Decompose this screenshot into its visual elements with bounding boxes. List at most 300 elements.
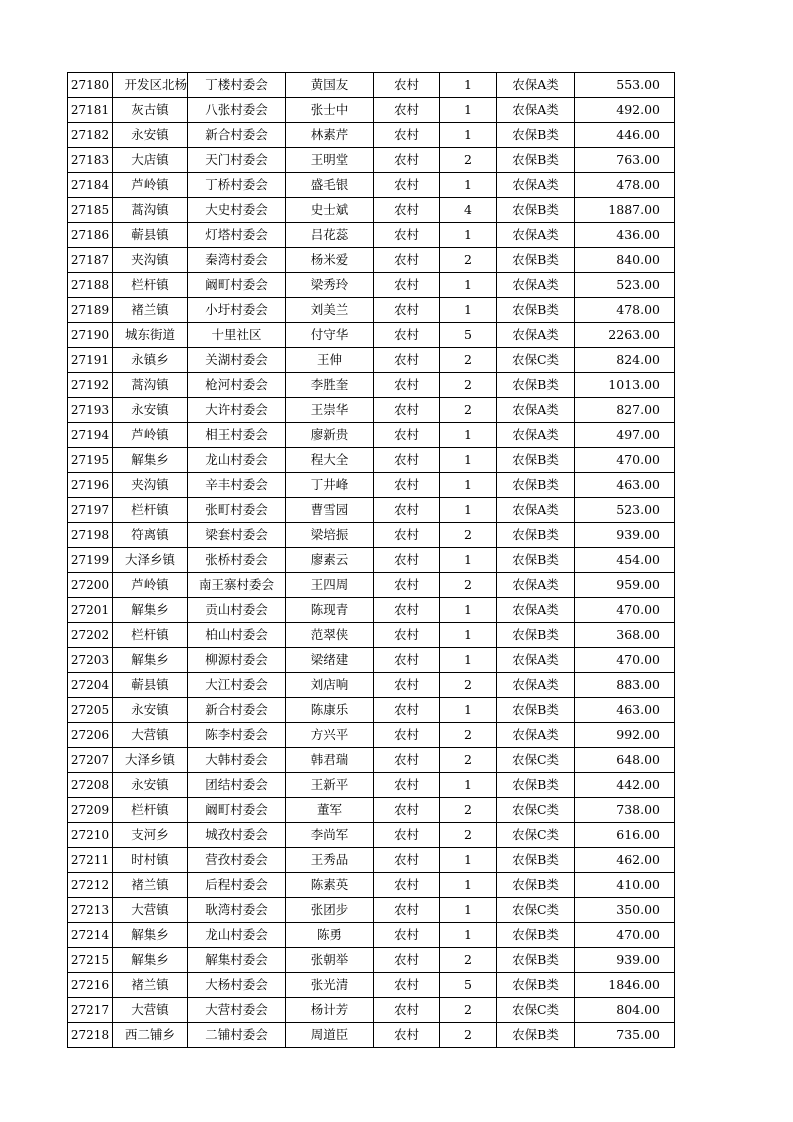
insurance-class-cell: 农保B类 [497,148,575,173]
area-type-cell: 农村 [374,748,440,773]
area-type-cell: 农村 [374,473,440,498]
table-row [68,248,675,273]
insurance-class-cell: 农保B类 [497,698,575,723]
record-id-cell: 27216 [68,973,113,998]
insurance-class-cell: 农保A类 [497,598,575,623]
township-cell: 蕲县镇 [113,673,188,698]
amount-cell: 478.00 [575,173,675,198]
amount-cell: 350.00 [575,898,675,923]
insurance-class-cell: 农保B类 [497,123,575,148]
record-id-cell: 27203 [68,648,113,673]
table-row [68,973,675,998]
area-type-cell: 农村 [374,898,440,923]
insurance-class-cell: 农保C类 [497,898,575,923]
household-count-cell: 2 [440,998,497,1023]
village-cell: 二铺村委会 [188,1023,286,1048]
person-name-cell: 梁绪建 [286,648,374,673]
table-row [68,298,675,323]
person-name-cell: 曹雪园 [286,498,374,523]
table-row [68,573,675,598]
table-row [68,348,675,373]
person-name-cell: 廖素云 [286,548,374,573]
person-name-cell: 盛毛银 [286,173,374,198]
table-row [68,873,675,898]
person-name-cell: 王新平 [286,773,374,798]
record-id-cell: 27187 [68,248,113,273]
insurance-class-cell: 农保C类 [497,348,575,373]
area-type-cell: 农村 [374,148,440,173]
village-cell: 新合村委会 [188,123,286,148]
table-row [68,223,675,248]
village-cell: 十里社区 [188,323,286,348]
insurance-class-cell: 农保A类 [497,573,575,598]
household-count-cell: 2 [440,573,497,598]
township-cell: 大泽乡镇 [113,748,188,773]
village-cell: 大江村委会 [188,673,286,698]
record-id-cell: 27185 [68,198,113,223]
village-cell: 阚町村委会 [188,798,286,823]
village-cell: 耿湾村委会 [188,898,286,923]
person-name-cell: 王伸 [286,348,374,373]
area-type-cell: 农村 [374,673,440,698]
person-name-cell: 陈现青 [286,598,374,623]
area-type-cell: 农村 [374,873,440,898]
township-cell: 永安镇 [113,398,188,423]
record-id-cell: 27210 [68,823,113,848]
village-cell: 后程村委会 [188,873,286,898]
insurance-class-cell: 农保B类 [497,923,575,948]
household-count-cell: 1 [440,423,497,448]
records-table [67,72,675,1048]
amount-cell: 939.00 [575,523,675,548]
table-row [68,323,675,348]
township-cell: 符离镇 [113,523,188,548]
person-name-cell: 林素芹 [286,123,374,148]
area-type-cell: 农村 [374,123,440,148]
village-cell: 辛丰村委会 [188,473,286,498]
amount-cell: 883.00 [575,673,675,698]
person-name-cell: 董军 [286,798,374,823]
table-row [68,1023,675,1048]
amount-cell: 648.00 [575,748,675,773]
insurance-class-cell: 农保A类 [497,223,575,248]
insurance-class-cell: 农保B类 [497,848,575,873]
table-row [68,548,675,573]
record-id-cell: 27195 [68,448,113,473]
household-count-cell: 1 [440,298,497,323]
record-id-cell: 27208 [68,773,113,798]
household-count-cell: 1 [440,898,497,923]
person-name-cell: 付守华 [286,323,374,348]
table-row [68,273,675,298]
village-cell: 柳源村委会 [188,648,286,673]
table-row [68,198,675,223]
record-id-cell: 27205 [68,698,113,723]
township-cell: 永安镇 [113,773,188,798]
household-count-cell: 1 [440,473,497,498]
township-cell: 大店镇 [113,148,188,173]
township-cell: 栏杆镇 [113,623,188,648]
area-type-cell: 农村 [374,198,440,223]
household-count-cell: 5 [440,323,497,348]
amount-cell: 1013.00 [575,373,675,398]
table-row [68,723,675,748]
table-row [68,398,675,423]
amount-cell: 959.00 [575,573,675,598]
amount-cell: 2263.00 [575,323,675,348]
table-row [68,123,675,148]
insurance-class-cell: 农保B类 [497,248,575,273]
amount-cell: 824.00 [575,348,675,373]
table-row [68,523,675,548]
table-row [68,448,675,473]
person-name-cell: 韩君瑞 [286,748,374,773]
area-type-cell: 农村 [374,223,440,248]
record-id-cell: 27194 [68,423,113,448]
township-cell: 蒿沟镇 [113,198,188,223]
area-type-cell: 农村 [374,723,440,748]
area-type-cell: 农村 [374,298,440,323]
amount-cell: 463.00 [575,698,675,723]
amount-cell: 442.00 [575,773,675,798]
insurance-class-cell: 农保B类 [497,973,575,998]
township-cell: 开发区北杨 [113,73,188,98]
person-name-cell: 张朝举 [286,948,374,973]
area-type-cell: 农村 [374,998,440,1023]
record-id-cell: 27204 [68,673,113,698]
record-id-cell: 27201 [68,598,113,623]
record-id-cell: 27211 [68,848,113,873]
insurance-class-cell: 农保C类 [497,998,575,1023]
insurance-class-cell: 农保B类 [497,948,575,973]
household-count-cell: 1 [440,548,497,573]
village-cell: 小圩村委会 [188,298,286,323]
township-cell: 时村镇 [113,848,188,873]
insurance-class-cell: 农保B类 [497,298,575,323]
table-row [68,498,675,523]
table-row [68,773,675,798]
record-id-cell: 27213 [68,898,113,923]
village-cell: 大韩村委会 [188,748,286,773]
household-count-cell: 1 [440,123,497,148]
amount-cell: 470.00 [575,648,675,673]
household-count-cell: 2 [440,798,497,823]
household-count-cell: 2 [440,723,497,748]
insurance-class-cell: 农保A类 [497,423,575,448]
village-cell: 龙山村委会 [188,448,286,473]
household-count-cell: 1 [440,98,497,123]
household-count-cell: 1 [440,648,497,673]
record-id-cell: 27181 [68,98,113,123]
record-id-cell: 27206 [68,723,113,748]
insurance-class-cell: 农保B类 [497,373,575,398]
amount-cell: 478.00 [575,298,675,323]
area-type-cell: 农村 [374,948,440,973]
person-name-cell: 王秀品 [286,848,374,873]
area-type-cell: 农村 [374,423,440,448]
insurance-class-cell: 农保A类 [497,673,575,698]
amount-cell: 462.00 [575,848,675,873]
village-cell: 灯塔村委会 [188,223,286,248]
table-row [68,473,675,498]
area-type-cell: 农村 [374,348,440,373]
table-row [68,848,675,873]
township-cell: 芦岭镇 [113,573,188,598]
person-name-cell: 李尚军 [286,823,374,848]
table-row [68,998,675,1023]
township-cell: 解集乡 [113,923,188,948]
insurance-class-cell: 农保C类 [497,748,575,773]
household-count-cell: 1 [440,923,497,948]
amount-cell: 616.00 [575,823,675,848]
area-type-cell: 农村 [374,1023,440,1048]
amount-cell: 368.00 [575,623,675,648]
person-name-cell: 陈素英 [286,873,374,898]
insurance-class-cell: 农保A类 [497,323,575,348]
person-name-cell: 程大全 [286,448,374,473]
household-count-cell: 2 [440,948,497,973]
township-cell: 解集乡 [113,598,188,623]
table-row [68,73,675,98]
township-cell: 永安镇 [113,123,188,148]
amount-cell: 454.00 [575,548,675,573]
record-id-cell: 27199 [68,548,113,573]
table-row [68,798,675,823]
amount-cell: 763.00 [575,148,675,173]
village-cell: 秦湾村委会 [188,248,286,273]
area-type-cell: 农村 [374,498,440,523]
table-row [68,823,675,848]
amount-cell: 497.00 [575,423,675,448]
record-id-cell: 27215 [68,948,113,973]
record-id-cell: 27212 [68,873,113,898]
person-name-cell: 张团步 [286,898,374,923]
record-id-cell: 27200 [68,573,113,598]
township-cell: 灰古镇 [113,98,188,123]
insurance-class-cell: 农保A类 [497,723,575,748]
person-name-cell: 陈康乐 [286,698,374,723]
record-id-cell: 27202 [68,623,113,648]
village-cell: 关湖村委会 [188,348,286,373]
record-id-cell: 27192 [68,373,113,398]
household-count-cell: 2 [440,398,497,423]
township-cell: 蒿沟镇 [113,373,188,398]
township-cell: 栏杆镇 [113,273,188,298]
insurance-class-cell: 农保B类 [497,1023,575,1048]
person-name-cell: 张士中 [286,98,374,123]
amount-cell: 523.00 [575,273,675,298]
person-name-cell: 王四周 [286,573,374,598]
village-cell: 大许村委会 [188,398,286,423]
record-id-cell: 27186 [68,223,113,248]
area-type-cell: 农村 [374,248,440,273]
household-count-cell: 2 [440,148,497,173]
amount-cell: 804.00 [575,998,675,1023]
table-row [68,898,675,923]
township-cell: 西二铺乡 [113,1023,188,1048]
person-name-cell: 吕花蕊 [286,223,374,248]
household-count-cell: 1 [440,223,497,248]
household-count-cell: 1 [440,273,497,298]
area-type-cell: 农村 [374,823,440,848]
person-name-cell: 王崇华 [286,398,374,423]
area-type-cell: 农村 [374,623,440,648]
record-id-cell: 27217 [68,998,113,1023]
insurance-class-cell: 农保B类 [497,873,575,898]
person-name-cell: 杨计芳 [286,998,374,1023]
township-cell: 褚兰镇 [113,873,188,898]
area-type-cell: 农村 [374,923,440,948]
village-cell: 相王村委会 [188,423,286,448]
record-id-cell: 27197 [68,498,113,523]
amount-cell: 939.00 [575,948,675,973]
insurance-class-cell: 农保A类 [497,398,575,423]
table-row [68,648,675,673]
village-cell: 丁桥村委会 [188,173,286,198]
household-count-cell: 2 [440,248,497,273]
insurance-class-cell: 农保A类 [497,648,575,673]
township-cell: 芦岭镇 [113,173,188,198]
person-name-cell: 张光清 [286,973,374,998]
record-id-cell: 27183 [68,148,113,173]
household-count-cell: 1 [440,498,497,523]
person-name-cell: 梁秀玲 [286,273,374,298]
village-cell: 天门村委会 [188,148,286,173]
insurance-class-cell: 农保B类 [497,623,575,648]
insurance-class-cell: 农保A类 [497,173,575,198]
record-id-cell: 27189 [68,298,113,323]
insurance-class-cell: 农保B类 [497,523,575,548]
record-id-cell: 27182 [68,123,113,148]
township-cell: 解集乡 [113,648,188,673]
household-count-cell: 4 [440,198,497,223]
insurance-class-cell: 农保C类 [497,823,575,848]
village-cell: 大营村委会 [188,998,286,1023]
amount-cell: 470.00 [575,598,675,623]
amount-cell: 1887.00 [575,198,675,223]
insurance-class-cell: 农保B类 [497,198,575,223]
household-count-cell: 2 [440,823,497,848]
household-count-cell: 2 [440,673,497,698]
amount-cell: 436.00 [575,223,675,248]
amount-cell: 840.00 [575,248,675,273]
person-name-cell: 范翠侠 [286,623,374,648]
area-type-cell: 农村 [374,798,440,823]
amount-cell: 446.00 [575,123,675,148]
person-name-cell: 李胜奎 [286,373,374,398]
table-row [68,923,675,948]
insurance-class-cell: 农保B类 [497,473,575,498]
record-id-cell: 27214 [68,923,113,948]
household-count-cell: 1 [440,873,497,898]
person-name-cell: 刘美兰 [286,298,374,323]
household-count-cell: 2 [440,1023,497,1048]
person-name-cell: 杨米爱 [286,248,374,273]
village-cell: 城孜村委会 [188,823,286,848]
record-id-cell: 27207 [68,748,113,773]
record-id-cell: 27180 [68,73,113,98]
household-count-cell: 1 [440,173,497,198]
village-cell: 陈李村委会 [188,723,286,748]
village-cell: 南王寨村委会 [188,573,286,598]
village-cell: 新合村委会 [188,698,286,723]
household-count-cell: 2 [440,523,497,548]
amount-cell: 738.00 [575,798,675,823]
village-cell: 枪河村委会 [188,373,286,398]
village-cell: 阚町村委会 [188,273,286,298]
insurance-class-cell: 农保B类 [497,773,575,798]
record-id-cell: 27193 [68,398,113,423]
person-name-cell: 陈勇 [286,923,374,948]
record-id-cell: 27196 [68,473,113,498]
amount-cell: 470.00 [575,448,675,473]
township-cell: 永安镇 [113,698,188,723]
area-type-cell: 农村 [374,598,440,623]
table-row [68,598,675,623]
area-type-cell: 农村 [374,273,440,298]
table-row [68,623,675,648]
record-id-cell: 27209 [68,798,113,823]
township-cell: 褚兰镇 [113,973,188,998]
person-name-cell: 方兴平 [286,723,374,748]
record-id-cell: 27218 [68,1023,113,1048]
area-type-cell: 农村 [374,523,440,548]
amount-cell: 827.00 [575,398,675,423]
person-name-cell: 史士斌 [286,198,374,223]
amount-cell: 410.00 [575,873,675,898]
household-count-cell: 5 [440,973,497,998]
village-cell: 团结村委会 [188,773,286,798]
household-count-cell: 1 [440,448,497,473]
insurance-class-cell: 农保A类 [497,498,575,523]
record-id-cell: 27198 [68,523,113,548]
area-type-cell: 农村 [374,773,440,798]
township-cell: 大营镇 [113,998,188,1023]
amount-cell: 492.00 [575,98,675,123]
table-row [68,673,675,698]
village-cell: 八张村委会 [188,98,286,123]
township-cell: 永镇乡 [113,348,188,373]
insurance-class-cell: 农保A类 [497,98,575,123]
household-count-cell: 1 [440,848,497,873]
record-id-cell: 27190 [68,323,113,348]
village-cell: 张町村委会 [188,498,286,523]
person-name-cell: 丁井峰 [286,473,374,498]
village-cell: 解集村委会 [188,948,286,973]
area-type-cell: 农村 [374,448,440,473]
table-row [68,423,675,448]
table-row [68,98,675,123]
amount-cell: 553.00 [575,73,675,98]
household-count-cell: 1 [440,698,497,723]
person-name-cell: 刘店响 [286,673,374,698]
area-type-cell: 农村 [374,73,440,98]
table-row [68,173,675,198]
area-type-cell: 农村 [374,398,440,423]
insurance-class-cell: 农保A类 [497,273,575,298]
records-table-body [68,73,675,1048]
amount-cell: 523.00 [575,498,675,523]
amount-cell: 463.00 [575,473,675,498]
township-cell: 栏杆镇 [113,798,188,823]
table-row [68,373,675,398]
township-cell: 解集乡 [113,948,188,973]
area-type-cell: 农村 [374,848,440,873]
area-type-cell: 农村 [374,573,440,598]
township-cell: 城东街道 [113,323,188,348]
person-name-cell: 黄国友 [286,73,374,98]
village-cell: 张桥村委会 [188,548,286,573]
